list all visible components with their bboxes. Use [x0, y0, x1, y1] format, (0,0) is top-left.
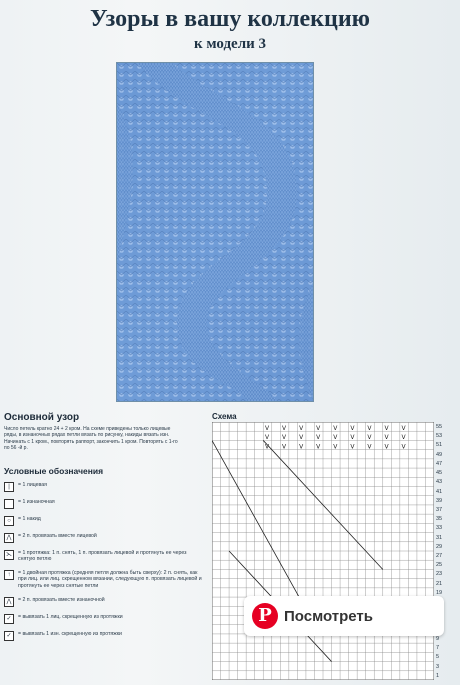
row-number: 51: [436, 442, 443, 449]
svg-text:V: V: [333, 424, 338, 432]
row-number: 47: [436, 460, 443, 467]
legend-item: ⋀ = 2 п. провязать вместе изнаночной: [4, 597, 204, 607]
svg-text:V: V: [299, 434, 304, 442]
svg-text:V: V: [316, 434, 321, 442]
svg-text:V: V: [333, 443, 338, 451]
row-number: 45: [436, 470, 443, 477]
legend-item: ⋀ = 2 п. провязать вместе лицевой: [4, 533, 204, 543]
row-number: 31: [436, 534, 443, 541]
legend-item: ⋋ = 1 протяжка: 1 п. снять, 1 п. провязать лицевой и протянуть ее через снятую петлю: [6, 549, 187, 563]
pin-visit-button[interactable]: [244, 596, 444, 636]
svg-text:V: V: [264, 424, 270, 432]
legend-item: ↑ = 1 двойная протяжка (средняя петля должна быть сверху): 2 п. снять, как при лиц. или лиц. скрещенном вязании, следующую п. провязать лицевой и протянуть ее через снятые петли: [4, 570, 204, 590]
pattern-heading: Основной узор: [4, 412, 80, 423]
p2tog-symbol-icon: ⋀: [4, 597, 14, 607]
svg-text:V: V: [350, 424, 355, 432]
svg-text:V: V: [401, 434, 406, 442]
legend-heading: Условные обозначения: [4, 465, 104, 476]
svg-text:V: V: [316, 424, 321, 432]
row-number: 39: [436, 497, 443, 504]
svg-text:V: V: [282, 443, 287, 451]
row-number: 21: [436, 580, 443, 587]
legend-item: = 1 изнаночная: [4, 499, 204, 509]
purl-symbol-icon: [4, 499, 14, 509]
row-number: 25: [436, 562, 443, 569]
twisted-knit-symbol-icon: ✓: [4, 614, 14, 624]
row-number: 53: [436, 433, 443, 440]
k2tog-symbol-icon: ⋀: [4, 533, 14, 543]
knit-symbol-icon: |: [4, 482, 14, 492]
lace-pattern-image: [117, 63, 313, 401]
svg-text:V: V: [350, 434, 355, 442]
row-number: 55: [436, 424, 443, 430]
svg-text:V: V: [282, 434, 287, 442]
row-number: 1: [436, 672, 440, 679]
row-number: 41: [436, 488, 443, 495]
knitting-photo: [116, 62, 314, 402]
svg-text:V: V: [333, 434, 338, 442]
knitting-chart: [212, 422, 434, 685]
svg-text:V: V: [401, 443, 406, 451]
legend-item: | = 1 лицевая: [4, 482, 204, 492]
svg-text:V: V: [384, 443, 389, 451]
row-number: 5: [436, 654, 440, 661]
row-number: 43: [436, 479, 443, 486]
svg-text:V: V: [384, 424, 389, 432]
row-number: 35: [436, 516, 443, 523]
row-number: 3: [436, 663, 440, 670]
svg-text:V: V: [367, 434, 372, 442]
row-number: 29: [436, 543, 443, 550]
pinterest-logo-icon: P: [252, 603, 278, 629]
row-number: 27: [436, 553, 443, 559]
svg-text:V: V: [367, 424, 372, 432]
twisted-purl-symbol-icon: ✓: [4, 631, 14, 641]
ssk-symbol-icon: ⋋: [6, 551, 12, 558]
pattern-instructions: [4, 412, 204, 648]
page-subtitle: к модели 3: [193, 36, 267, 52]
page-title: Узоры в вашу коллекцию: [89, 6, 371, 32]
svg-text:V: V: [299, 424, 304, 432]
chart-grid: [212, 422, 434, 680]
svg-text:V: V: [401, 424, 406, 432]
svg-text:V: V: [367, 443, 372, 451]
svg-text:V: V: [264, 443, 270, 451]
legend-item: ✓ = вывязать 1 изн. скрещенную из протяжки: [4, 631, 204, 641]
schema-label: Схема: [212, 412, 237, 421]
row-number: 19: [436, 589, 443, 596]
row-number: 9: [436, 635, 440, 642]
svg-text:V: V: [264, 434, 270, 442]
legend-item: ○ = 1 накид: [4, 516, 204, 526]
yarn-over-symbol-icon: ○: [4, 516, 14, 526]
row-number: 37: [436, 506, 443, 513]
row-number: 23: [436, 571, 443, 578]
svg-text:V: V: [299, 443, 304, 451]
legend-item: ✓ = вывязать 1 лиц. скрещенную из протяжки: [4, 614, 204, 624]
svg-text:V: V: [350, 443, 355, 451]
svg-text:V: V: [316, 443, 321, 451]
row-number: 49: [436, 451, 443, 458]
pin-button-label: Посмотреть: [284, 607, 373, 625]
row-number: 7: [436, 645, 440, 652]
svg-text:V: V: [384, 434, 389, 442]
svg-text:V: V: [282, 424, 287, 432]
row-number: 33: [436, 525, 443, 532]
double-decrease-symbol-icon: ↑: [4, 570, 14, 580]
pattern-description: Число петель кратно 24 + 2 кром. На схеме приведены только лицевые ряды, в изнаночных рядах петли вязать по рисунку, накиды вязать изн. Начинать с 1 кром., повторять раппорт, закончить 1 кром. Повторять с 1-го по 56 -й р.: [4, 426, 178, 452]
